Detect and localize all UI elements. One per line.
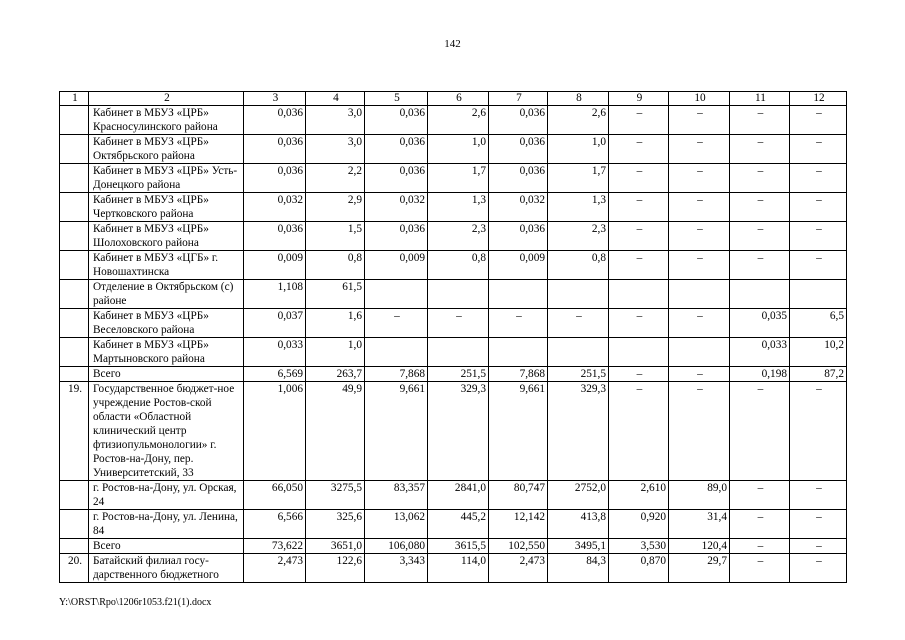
- row-number-cell: 20.: [60, 554, 89, 583]
- column-header: 8: [548, 92, 609, 106]
- value-cell: 0,036: [244, 135, 306, 164]
- value-cell: –: [730, 554, 790, 583]
- value-cell: 2,610: [609, 481, 669, 510]
- value-cell: –: [609, 382, 669, 481]
- value-cell: 1,6: [306, 309, 365, 338]
- column-header: 9: [609, 92, 669, 106]
- table-row: [60, 367, 847, 382]
- table-row: [60, 251, 847, 280]
- value-cell: 1,3: [428, 193, 489, 222]
- value-cell: [548, 280, 609, 309]
- table-row: [60, 280, 847, 309]
- institution-name-cell: Кабинет в МБУЗ «ЦРБ» Шолоховского района: [89, 222, 244, 251]
- table-row: [60, 164, 847, 193]
- value-cell: 0,198: [730, 367, 790, 382]
- value-cell: 29,7: [669, 554, 730, 583]
- value-cell: 10,2: [790, 338, 847, 367]
- value-cell: 0,036: [489, 164, 548, 193]
- value-cell: 0,8: [428, 251, 489, 280]
- row-number-cell: [60, 222, 89, 251]
- value-cell: 0,036: [365, 135, 428, 164]
- value-cell: –: [730, 481, 790, 510]
- value-cell: –: [609, 367, 669, 382]
- value-cell: 1,0: [548, 135, 609, 164]
- value-cell: [428, 280, 489, 309]
- value-cell: 413,8: [548, 510, 609, 539]
- value-cell: –: [365, 309, 428, 338]
- value-cell: 0,032: [489, 193, 548, 222]
- table-row: [60, 222, 847, 251]
- value-cell: [609, 280, 669, 309]
- column-header: 1: [60, 92, 89, 106]
- institution-name-cell: Кабинет в МБУЗ «ЦРБ» Чертковского района: [89, 193, 244, 222]
- value-cell: 329,3: [548, 382, 609, 481]
- value-cell: –: [609, 106, 669, 135]
- value-cell: 9,661: [365, 382, 428, 481]
- data-table: [59, 91, 847, 583]
- column-header: 3: [244, 92, 306, 106]
- row-number-cell: [60, 539, 89, 554]
- value-cell: 1,7: [428, 164, 489, 193]
- value-cell: 0,009: [244, 251, 306, 280]
- value-cell: 1,108: [244, 280, 306, 309]
- table-row: [60, 135, 847, 164]
- value-cell: 83,357: [365, 481, 428, 510]
- value-cell: –: [790, 193, 847, 222]
- table-row: [60, 539, 847, 554]
- row-number-cell: [60, 367, 89, 382]
- value-cell: 0,009: [365, 251, 428, 280]
- value-cell: –: [730, 251, 790, 280]
- value-cell: 3,343: [365, 554, 428, 583]
- value-cell: 13,062: [365, 510, 428, 539]
- value-cell: [365, 280, 428, 309]
- institution-name-cell: Кабинет в МБУЗ «ЦРБ» Веселовского района: [89, 309, 244, 338]
- value-cell: –: [669, 193, 730, 222]
- value-cell: –: [609, 193, 669, 222]
- row-number-cell: 19.: [60, 382, 89, 481]
- institution-name-cell: Всего: [89, 539, 244, 554]
- value-cell: 1,006: [244, 382, 306, 481]
- value-cell: 0,036: [489, 106, 548, 135]
- value-cell: 61,5: [306, 280, 365, 309]
- value-cell: 12,142: [489, 510, 548, 539]
- value-cell: 31,4: [669, 510, 730, 539]
- value-cell: [669, 280, 730, 309]
- value-cell: 1,0: [306, 338, 365, 367]
- value-cell: [548, 338, 609, 367]
- value-cell: [790, 280, 847, 309]
- institution-name-cell: Государственное бюджет-ное учреждение Ростов-ской области «Областной клинический центр фтизиопульмонологии» г. Ростов-на-Дону, пер. Университетский, 33: [89, 382, 244, 481]
- value-cell: –: [730, 222, 790, 251]
- value-cell: 0,032: [365, 193, 428, 222]
- value-cell: –: [669, 106, 730, 135]
- value-cell: 0,036: [244, 222, 306, 251]
- value-cell: 1,0: [428, 135, 489, 164]
- header-row: [60, 92, 847, 106]
- table-row: [60, 193, 847, 222]
- column-header: 2: [89, 92, 244, 106]
- value-cell: –: [669, 135, 730, 164]
- value-cell: –: [609, 135, 669, 164]
- value-cell: 1,5: [306, 222, 365, 251]
- value-cell: 0,033: [730, 338, 790, 367]
- value-cell: –: [669, 309, 730, 338]
- value-cell: 9,661: [489, 382, 548, 481]
- value-cell: 0,032: [244, 193, 306, 222]
- value-cell: –: [730, 106, 790, 135]
- value-cell: –: [609, 222, 669, 251]
- value-cell: 0,036: [489, 135, 548, 164]
- column-header: 6: [428, 92, 489, 106]
- value-cell: 0,035: [730, 309, 790, 338]
- institution-name-cell: Кабинет в МБУЗ «ЦРБ» Усть-Донецкого района: [89, 164, 244, 193]
- value-cell: 3615,5: [428, 539, 489, 554]
- value-cell: 66,050: [244, 481, 306, 510]
- value-cell: 7,868: [365, 367, 428, 382]
- value-cell: –: [609, 309, 669, 338]
- value-cell: 2841,0: [428, 481, 489, 510]
- value-cell: 0,036: [489, 222, 548, 251]
- value-cell: –: [669, 382, 730, 481]
- value-cell: –: [548, 309, 609, 338]
- institution-name-cell: Отделение в Октябрьском (с) районе: [89, 280, 244, 309]
- institution-name-cell: Кабинет в МБУЗ «ЦРБ» Октябрьского района: [89, 135, 244, 164]
- table-row: [60, 382, 847, 481]
- institution-name-cell: Кабинет в МБУЗ «ЦРБ» Красносулинского района: [89, 106, 244, 135]
- value-cell: 0,036: [365, 106, 428, 135]
- value-cell: –: [669, 367, 730, 382]
- row-number-cell: [60, 510, 89, 539]
- value-cell: –: [669, 222, 730, 251]
- value-cell: –: [790, 481, 847, 510]
- value-cell: 73,622: [244, 539, 306, 554]
- value-cell: 89,0: [669, 481, 730, 510]
- value-cell: [489, 280, 548, 309]
- value-cell: [669, 338, 730, 367]
- value-cell: 2,2: [306, 164, 365, 193]
- table-row: [60, 106, 847, 135]
- value-cell: –: [730, 510, 790, 539]
- value-cell: 120,4: [669, 539, 730, 554]
- value-cell: 0,037: [244, 309, 306, 338]
- row-number-cell: [60, 481, 89, 510]
- value-cell: 114,0: [428, 554, 489, 583]
- value-cell: 6,566: [244, 510, 306, 539]
- table-row: [60, 309, 847, 338]
- value-cell: 2,9: [306, 193, 365, 222]
- value-cell: 84,3: [548, 554, 609, 583]
- value-cell: 1,3: [548, 193, 609, 222]
- institution-name-cell: Кабинет в МБУЗ «ЦРБ» Мартыновского района: [89, 338, 244, 367]
- value-cell: 3,0: [306, 106, 365, 135]
- institution-name-cell: г. Ростов-на-Дону, ул. Орская, 24: [89, 481, 244, 510]
- row-number-cell: [60, 193, 89, 222]
- row-number-cell: [60, 135, 89, 164]
- value-cell: [489, 338, 548, 367]
- value-cell: –: [669, 164, 730, 193]
- table-body: [60, 106, 847, 583]
- row-number-cell: [60, 106, 89, 135]
- value-cell: 6,5: [790, 309, 847, 338]
- row-number-cell: [60, 338, 89, 367]
- value-cell: –: [730, 539, 790, 554]
- value-cell: 2,6: [548, 106, 609, 135]
- value-cell: –: [730, 135, 790, 164]
- value-cell: 0,009: [489, 251, 548, 280]
- table-row: [60, 481, 847, 510]
- value-cell: 3,0: [306, 135, 365, 164]
- value-cell: 2,3: [428, 222, 489, 251]
- row-number-cell: [60, 164, 89, 193]
- value-cell: [428, 338, 489, 367]
- value-cell: [365, 338, 428, 367]
- value-cell: 1,7: [548, 164, 609, 193]
- value-cell: 0,870: [609, 554, 669, 583]
- value-cell: 445,2: [428, 510, 489, 539]
- value-cell: 0,036: [365, 164, 428, 193]
- value-cell: 102,550: [489, 539, 548, 554]
- row-number-cell: [60, 251, 89, 280]
- value-cell: 3275,5: [306, 481, 365, 510]
- value-cell: –: [790, 510, 847, 539]
- value-cell: –: [790, 135, 847, 164]
- footer-file-path: Y:\ORST\Rpo\1206r1053.f21(1).docx: [59, 597, 212, 608]
- column-header: 7: [489, 92, 548, 106]
- value-cell: 49,9: [306, 382, 365, 481]
- value-cell: –: [428, 309, 489, 338]
- value-cell: 122,6: [306, 554, 365, 583]
- value-cell: –: [790, 539, 847, 554]
- row-number-cell: [60, 309, 89, 338]
- value-cell: 0,033: [244, 338, 306, 367]
- value-cell: 106,080: [365, 539, 428, 554]
- value-cell: 263,7: [306, 367, 365, 382]
- value-cell: 2,6: [428, 106, 489, 135]
- value-cell: –: [730, 382, 790, 481]
- table-row: [60, 510, 847, 539]
- table-row: [60, 338, 847, 367]
- value-cell: 2,473: [244, 554, 306, 583]
- value-cell: [730, 280, 790, 309]
- value-cell: 2,3: [548, 222, 609, 251]
- institution-name-cell: Кабинет в МБУЗ «ЦГБ» г. Новошахтинска: [89, 251, 244, 280]
- value-cell: –: [730, 164, 790, 193]
- value-cell: 0,036: [244, 106, 306, 135]
- value-cell: 2752,0: [548, 481, 609, 510]
- value-cell: 0,920: [609, 510, 669, 539]
- column-header: 4: [306, 92, 365, 106]
- value-cell: 2,473: [489, 554, 548, 583]
- value-cell: –: [790, 554, 847, 583]
- value-cell: 7,868: [489, 367, 548, 382]
- institution-name-cell: г. Ростов-на-Дону, ул. Ленина, 84: [89, 510, 244, 539]
- value-cell: 3,530: [609, 539, 669, 554]
- value-cell: 325,6: [306, 510, 365, 539]
- row-number-cell: [60, 280, 89, 309]
- value-cell: –: [609, 164, 669, 193]
- page-number: 142: [444, 38, 461, 50]
- value-cell: –: [790, 382, 847, 481]
- value-cell: 6,569: [244, 367, 306, 382]
- value-cell: 0,8: [306, 251, 365, 280]
- value-cell: 3495,1: [548, 539, 609, 554]
- value-cell: 0,036: [244, 164, 306, 193]
- column-header: 11: [730, 92, 790, 106]
- value-cell: 3651,0: [306, 539, 365, 554]
- value-cell: –: [609, 251, 669, 280]
- value-cell: 87,2: [790, 367, 847, 382]
- value-cell: [609, 338, 669, 367]
- column-header: 5: [365, 92, 428, 106]
- value-cell: 0,036: [365, 222, 428, 251]
- value-cell: –: [669, 251, 730, 280]
- value-cell: 329,3: [428, 382, 489, 481]
- value-cell: –: [730, 193, 790, 222]
- value-cell: –: [790, 222, 847, 251]
- value-cell: 251,5: [548, 367, 609, 382]
- value-cell: 80,747: [489, 481, 548, 510]
- value-cell: –: [790, 164, 847, 193]
- institution-name-cell: Батайский филиал госу-дарственного бюджетного: [89, 554, 244, 583]
- value-cell: 251,5: [428, 367, 489, 382]
- value-cell: 0,8: [548, 251, 609, 280]
- table-row: [60, 554, 847, 583]
- column-header: 10: [669, 92, 730, 106]
- value-cell: –: [489, 309, 548, 338]
- value-cell: –: [790, 251, 847, 280]
- institution-name-cell: Всего: [89, 367, 244, 382]
- column-header: 12: [790, 92, 847, 106]
- value-cell: –: [790, 106, 847, 135]
